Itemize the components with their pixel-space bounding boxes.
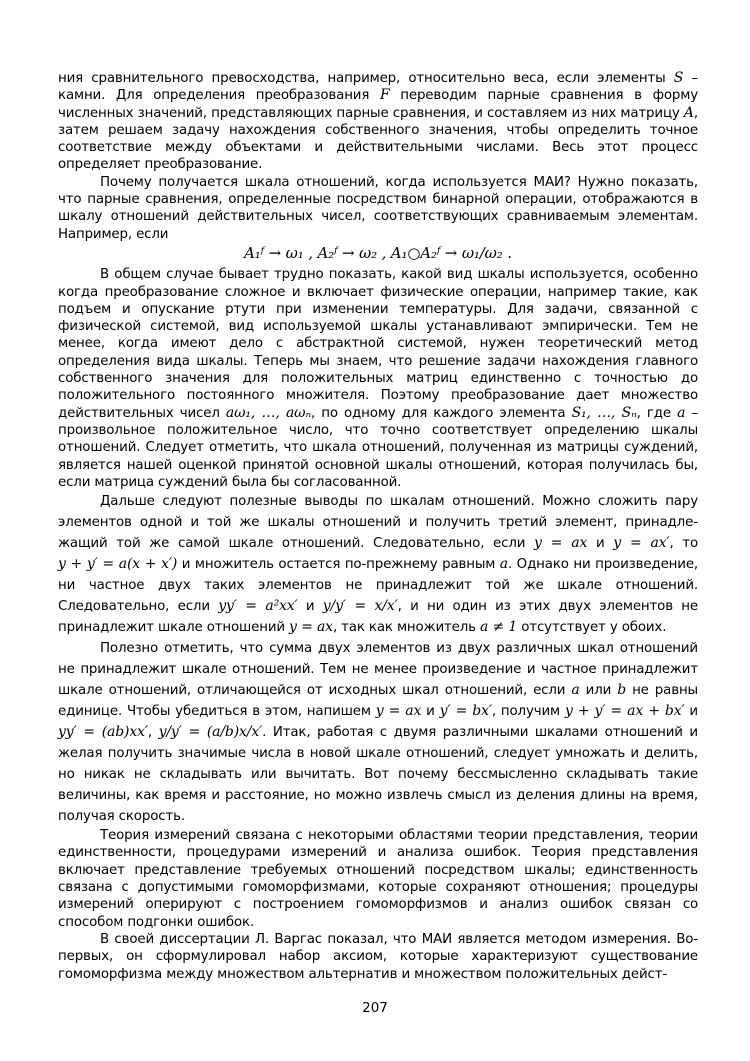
paragraph-1 <box>58 70 698 174</box>
math-symbol: a <box>677 404 686 421</box>
math-symbol: S <box>673 70 684 86</box>
math-expression: y = ax <box>375 703 422 720</box>
math-expression: y′ = bx′ <box>439 703 492 720</box>
text-run: – камни. Для определения преобразования <box>58 71 698 104</box>
text-run: или <box>579 683 618 699</box>
math-expression: y = ax <box>534 535 588 552</box>
text-run: . Однако ни произведение, ни частное двух таких элементов не принадлежит той же шкале отношений. Следовательно, если <box>58 557 699 615</box>
text-run: , так как множитель <box>332 620 481 636</box>
text-run: и <box>421 704 440 720</box>
math-symbol: a <box>571 682 580 699</box>
paragraph-5 <box>58 638 698 827</box>
math-expression: y/y′ = x/x′ <box>322 598 398 615</box>
math-expression: aω₁, …, aωₙ <box>225 404 311 421</box>
math-expression: y + y′ = ax + bx′ <box>564 703 685 720</box>
text-run: переводим парные сравнения в форму численных значений, представляющих парные сравнения, и составляем из них матрицу <box>58 88 698 121</box>
math-expression: yy′ = a²xx′ <box>218 598 298 615</box>
math-expression: y = ax′ <box>613 535 670 552</box>
text-run: отсутствует у обоих. <box>517 620 667 636</box>
text-run: и множитель остается по-прежнему равным <box>177 557 500 573</box>
math-symbol: A <box>683 104 694 121</box>
text-run: не равны единице. Чтобы убедиться в этом, напишем <box>58 683 698 720</box>
text-run: и <box>587 536 614 552</box>
formula-ratio-scale: A₁ᶠ → ω₁ , A₂ᶠ → ω₂ , A₁○A₂ᶠ → ω₁/ω₂ . <box>244 243 512 262</box>
paragraph-3 <box>58 266 698 491</box>
math-expression: S₁, …, Sₙ <box>571 404 637 421</box>
text-run: . Итак, работая с двумя различными шкалами отношений и желая получить значимые числа в новой шкале отношений, следует умножать и делить, но никак не складывать или вычитать. Вот почему бессмысленно складывать такие величины, как время и расстояние, но можно извлечь смысл из деления длины на время, получая скорость. <box>58 725 698 825</box>
math-expression: y = ax <box>289 619 333 636</box>
text-run: , <box>147 725 159 741</box>
text-run: , где <box>636 405 678 421</box>
page-number: 207 <box>362 1000 388 1016</box>
math-expression: a ≠ 1 <box>480 619 518 636</box>
paragraph-7: В своей диссертации Л. Варгас показал, что МАИ является методом измерения. Во-первых, он сформулировал набор аксиом, которые характеризуют существование гомоморфизма между множеством альтернатив и множеством положительных дейст- <box>58 931 698 982</box>
math-symbol: b <box>617 682 627 699</box>
text-run: ния сравнительного превосходства, например, относительно веса, если элементы <box>58 71 674 86</box>
math-expression: yy′ = (ab)xx′ <box>58 724 148 741</box>
text-run: , то <box>669 536 698 552</box>
text-run: , получим <box>491 704 565 720</box>
text-run: и <box>684 704 698 720</box>
text-run: , по одному для каждого элемента <box>310 405 572 421</box>
math-expression: y/y′ = (a/b)x/x′ <box>158 724 263 741</box>
text-run: , и ни один из этих двух элементов не принадлежит шкале отношений <box>58 599 698 636</box>
math-symbol: a <box>499 556 508 573</box>
math-symbol: F <box>379 87 390 104</box>
paragraph-6: Теория измерений связана с некоторыми областями теории представления, теории единственности, процедурами измерений и анализа ошибок. Теория представления включает представление требуемых отношений посредством шкалы; единственность связана с допустимыми гомоморфизмами, которые сохраняют отношения; процедуры измерений оперируют с построением гомоморфизмов и анализ ошибок связан со способом подгонки ошибок. <box>58 828 698 930</box>
text-run: Дальше следуют полезные выводы по шкалам отношений. Можно сложить пару элементов одной и той же шкалы отношений и получить третий элемент, принадлежащий той же самой шкале отношений. Следовательно, если <box>58 494 698 552</box>
text-run: Полезно отметить, что сумма двух элементов из двух различных шкал отношений не принадлежит шкале отношений. Тем не менее произведение и частное принадлежит шкале отношений, отличающейся от исходных шкал отношений, если <box>58 641 698 699</box>
paragraph-4 <box>58 491 698 638</box>
text-run: и <box>297 599 323 615</box>
paragraph-2: Почему получается шкала отношений, когда используется МАИ? Нужно показать, что парные сравнения, определенные посредством бинарной операции, отображаются в шкалу отношений действительных чисел, соответствующих сравниваемым элементам. Например, если <box>58 174 698 242</box>
math-expression: y + y′ = a(x + x′) <box>58 556 178 573</box>
page-body <box>58 70 698 983</box>
text-run: В общем случае бывает трудно показать, какой вид шкалы используется, особенно когда преобразование сложное и включает физические операции, например такие, как подъем и опускание ртути при изменении температуры. Для задачи, связанной с физической системой, вид используемой шкалы устанавливают эмпирически. Тем не менее, когда имеют дело с абстрактной системой, нужен теоретический метод определения вида шкалы. Теперь мы знаем, что решение задачи нахождения главного собственного значения для положительных матриц единственно с точностью до положительного постоянного множителя. Поэтому преобразование дает множество действительных чисел <box>58 267 698 421</box>
text-run: – произвольное положительное число, что точно соответствует определению шкалы отношений. Следует отметить, что шкала отношений, полученная из матрицы суждений, является нашей оценкой принятой основной шкалы отношений, которая получилась бы, если матрица суждений была бы согласованной. <box>58 405 699 490</box>
text-run: , затем решаем задачу нахождения собственного значения, чтобы определить точное соответствие между объектами и действительными числами. Весь этот процесс определяет преобразование. <box>58 105 698 173</box>
